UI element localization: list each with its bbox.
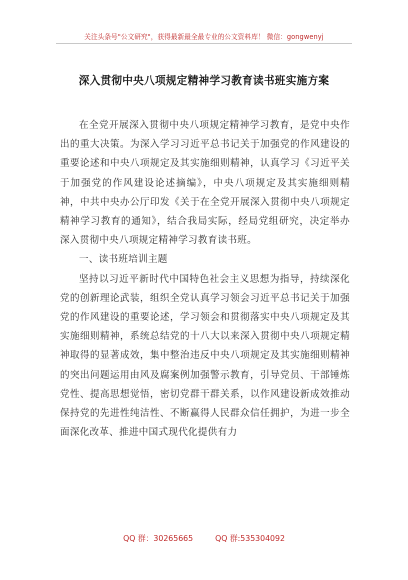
section-paragraph: 坚持以习近平新时代中国特色社会主义思想为指导，持续深化党的创新理论武装，组织全党认真学习领会习近平总书记关于加强党的作风建设的重要论述，学习领会和贯彻落实中央八项规定及其实施细则精神，系统总结党的十八大以来深入贯彻中央八项规定精神取得的显著成效，集中整治违反中央八项规定及其实施细则精神的突出问题运用由风及腐案例加强警示教育，引导党员、干部锤炼党性、提高思想觉悟，密切党群干群关系，以作风建设新成效推动保持党的先进性纯洁性、不断赢得人民群众信任拥护，为进一步全面深化改革、推进中国式现代化提供有力 (60, 273, 350, 439)
section-heading: 一、读书班培训主题 (79, 254, 168, 266)
document-title: 深入贯彻中央八项规定精神学习教育读书班实施方案 (78, 75, 330, 87)
document-body (60, 116, 350, 442)
footer-qq-group-2: QQ 群:535304092 (215, 534, 285, 543)
footer-contact (0, 533, 408, 544)
header-promo-banner: 关注头条号"公文研究"，获得最新最全最专业的公文资料库！ 微信：gongwenyj (84, 33, 324, 41)
header-divider (56, 43, 352, 44)
intro-paragraph: 在全党开展深入贯彻中央八项规定精神学习教育，是党中央作出的重大决策。为深入学习习近平总书记关于加强党的作风建设的重要论述和中央八项规定及其实施细则精神，认真学习《习近平关于加强党的作风建设论述摘编》，中央八项规定及其实施细则精神，中共中央办公厅印发《关于在全党开展深入贯彻中央八项规定精神学习教育的通知》，结合我局实际，经局党组研究，决定举办深入贯彻中央八项规定精神学习教育读书班。 (60, 120, 350, 247)
footer-qq-group-1: QQ 群：30265665 (123, 534, 194, 543)
